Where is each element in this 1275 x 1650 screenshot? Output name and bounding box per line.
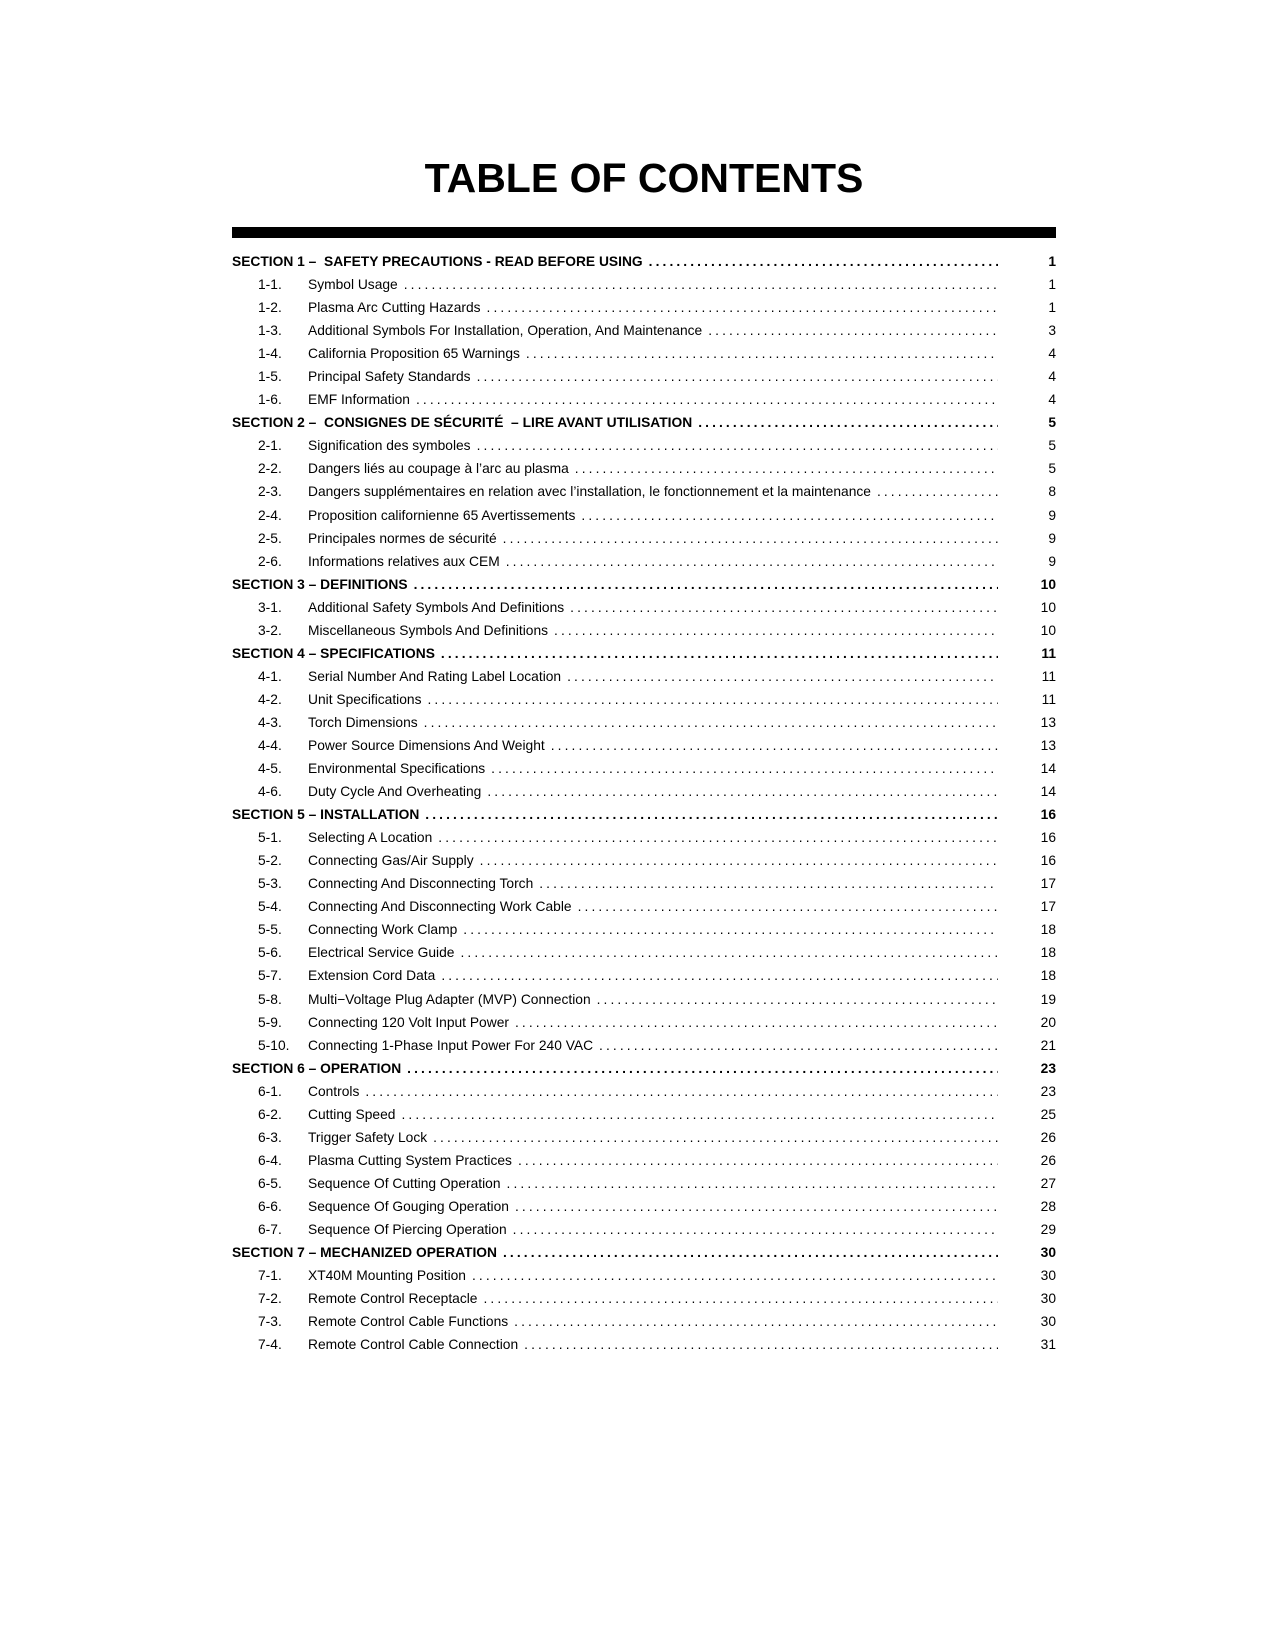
toc-item-title: Signification des symboles xyxy=(308,438,471,454)
toc-item-title: Miscellaneous Symbols And Definitions xyxy=(308,622,549,638)
toc-item-number: 7-4. xyxy=(258,1337,282,1353)
toc-item-row xyxy=(232,296,1056,319)
leader-dots xyxy=(503,1241,998,1264)
leader-dots xyxy=(487,780,998,803)
toc-item-title: Remote Control Cable Functions xyxy=(308,1314,509,1330)
toc-item-title: Principal Safety Standards xyxy=(308,369,471,385)
leader-dots xyxy=(460,941,998,964)
toc-item-row xyxy=(232,964,1056,987)
leader-dots xyxy=(539,872,998,895)
toc-item-number: 1-5. xyxy=(258,369,282,385)
toc-item-number: 4-2. xyxy=(258,691,282,707)
toc-page-number: 4 xyxy=(1048,392,1056,408)
toc-item-title: Dangers liés au coupage à l’arc au plasma xyxy=(308,461,569,477)
toc-list xyxy=(232,250,1056,1356)
toc-section-label: SECTION 7 – MECHANIZED OPERATION xyxy=(232,1245,497,1261)
toc-page-number: 23 xyxy=(1040,1083,1056,1099)
toc-item-title: Principales normes de sécurité xyxy=(308,530,497,546)
leader-dots xyxy=(407,1057,998,1080)
leader-dots xyxy=(441,964,998,987)
toc-item-number: 5-3. xyxy=(258,876,282,892)
toc-page-number: 11 xyxy=(1041,668,1056,684)
toc-item-title: Electrical Service Guide xyxy=(308,945,455,961)
toc-item-number: 4-4. xyxy=(258,737,282,753)
toc-item-number: 7-3. xyxy=(258,1314,282,1330)
toc-item-title: Multi−Voltage Plug Adapter (MVP) Connection xyxy=(308,991,591,1007)
toc-item-title: Cutting Speed xyxy=(308,1106,396,1122)
toc-item-title: Serial Number And Rating Label Location xyxy=(308,668,562,684)
toc-page-number: 11 xyxy=(1041,691,1056,707)
leader-dots xyxy=(551,734,998,757)
toc-page-number: 23 xyxy=(1040,1060,1056,1076)
toc-item-row xyxy=(232,1149,1056,1172)
toc-item-row xyxy=(232,596,1056,619)
toc-item-title: Remote Control Receptacle xyxy=(308,1291,478,1307)
toc-item-title: Connecting 1-Phase Input Power For 240 VAC xyxy=(308,1037,594,1053)
toc-item-title: California Proposition 65 Warnings xyxy=(308,346,520,362)
toc-page-number: 5 xyxy=(1048,438,1056,454)
leader-dots xyxy=(575,457,998,480)
leader-dots xyxy=(401,1103,998,1126)
toc-item-number: 5-7. xyxy=(258,968,282,984)
toc-item-number: 7-2. xyxy=(258,1291,282,1307)
toc-section-row xyxy=(232,250,1056,273)
toc-item-row xyxy=(232,1103,1056,1126)
toc-item-row xyxy=(232,849,1056,872)
toc-page-number: 30 xyxy=(1040,1245,1056,1261)
toc-section-row xyxy=(232,642,1056,665)
toc-page-number: 16 xyxy=(1040,853,1056,869)
toc-item-row xyxy=(232,1195,1056,1218)
toc-item-title: Extension Cord Data xyxy=(308,968,436,984)
toc-item-number: 5-4. xyxy=(258,899,282,915)
toc-page-number: 30 xyxy=(1040,1268,1056,1284)
toc-item-row xyxy=(232,457,1056,480)
toc-item-number: 6-4. xyxy=(258,1152,282,1168)
leader-dots xyxy=(477,434,998,457)
toc-item-row xyxy=(232,388,1056,411)
toc-item-number: 6-7. xyxy=(258,1221,282,1237)
toc-page-number: 30 xyxy=(1040,1291,1056,1307)
toc-section-label: SECTION 1 – SAFETY PRECAUTIONS - READ BEFORE USING xyxy=(232,254,643,269)
toc-item-number: 6-1. xyxy=(258,1083,282,1099)
leader-dots xyxy=(483,1287,998,1310)
leader-dots xyxy=(487,296,998,319)
toc-page-number: 27 xyxy=(1040,1175,1056,1191)
toc-item-number: 1-2. xyxy=(258,300,282,316)
toc-page-number: 10 xyxy=(1040,622,1056,638)
toc-item-row xyxy=(232,780,1056,803)
toc-section-row xyxy=(232,803,1056,826)
leader-dots xyxy=(708,319,998,342)
toc-item-title: Dangers supplémentaires en relation avec l’installation, le fonctionnement et la maintenance xyxy=(308,484,871,500)
toc-item-number: 5-10. xyxy=(258,1037,290,1053)
leader-dots xyxy=(570,596,998,619)
toc-item-title: Trigger Safety Lock xyxy=(308,1129,428,1145)
toc-page-number: 30 xyxy=(1040,1314,1056,1330)
toc-page-number: 18 xyxy=(1040,945,1056,961)
toc-item-number: 5-8. xyxy=(258,991,282,1007)
toc-item-row xyxy=(232,1218,1056,1241)
toc-item-row xyxy=(232,1172,1056,1195)
toc-item-number: 1-4. xyxy=(258,346,282,362)
toc-item-title: Connecting Gas/Air Supply xyxy=(308,853,474,869)
leader-dots xyxy=(513,1218,998,1241)
leader-dots xyxy=(441,642,998,665)
toc-section-row xyxy=(232,1241,1056,1264)
toc-item-title: Unit Specifications xyxy=(308,691,422,707)
leader-dots xyxy=(877,480,998,503)
toc-page-number: 9 xyxy=(1048,530,1056,546)
toc-item-title: Connecting And Disconnecting Torch xyxy=(308,876,534,892)
toc-page-number: 18 xyxy=(1040,968,1056,984)
toc-item-row xyxy=(232,1287,1056,1310)
leader-dots xyxy=(581,504,998,527)
toc-item-number: 4-1. xyxy=(258,668,282,684)
leader-dots xyxy=(554,619,998,642)
toc-item-title: Controls xyxy=(308,1083,360,1099)
toc-item-number: 2-5. xyxy=(258,530,282,546)
leader-dots xyxy=(503,527,998,550)
toc-section-label: SECTION 5 – INSTALLATION xyxy=(232,807,420,823)
toc-item-row xyxy=(232,1126,1056,1149)
toc-item-title: Duty Cycle And Overheating xyxy=(308,784,482,800)
toc-page-number: 29 xyxy=(1040,1221,1056,1237)
toc-item-row xyxy=(232,550,1056,573)
toc-page-number: 11 xyxy=(1041,645,1056,661)
toc-item-title: Sequence Of Piercing Operation xyxy=(308,1221,507,1237)
toc-page-number: 17 xyxy=(1040,876,1056,892)
leader-dots xyxy=(438,826,998,849)
toc-page-number: 25 xyxy=(1040,1106,1056,1122)
leader-dots xyxy=(463,918,998,941)
leader-dots xyxy=(515,1195,998,1218)
toc-item-number: 3-2. xyxy=(258,622,282,638)
toc-page-number: 3 xyxy=(1048,323,1056,339)
toc-item-row xyxy=(232,665,1056,688)
toc-item-number: 4-6. xyxy=(258,784,282,800)
toc-item-row xyxy=(232,504,1056,527)
toc-page-number: 13 xyxy=(1040,714,1056,730)
leader-dots xyxy=(524,1333,998,1356)
toc-item-number: 1-6. xyxy=(258,392,282,408)
toc-item-row xyxy=(232,941,1056,964)
toc-item-row xyxy=(232,527,1056,550)
leader-dots xyxy=(597,988,998,1011)
leader-dots xyxy=(480,849,998,872)
leader-dots xyxy=(567,665,998,688)
toc-item-title: XT40M Mounting Position xyxy=(308,1268,466,1284)
toc-page-number: 10 xyxy=(1040,599,1056,615)
toc-page-number: 9 xyxy=(1048,507,1056,523)
toc-item-row xyxy=(232,619,1056,642)
toc-item-number: 6-3. xyxy=(258,1129,282,1145)
toc-page-number: 28 xyxy=(1040,1198,1056,1214)
toc-item-row xyxy=(232,342,1056,365)
toc-item-title: Additional Symbols For Installation, Operation, And Maintenance xyxy=(308,323,703,339)
toc-page-number: 14 xyxy=(1040,761,1056,777)
toc-item-number: 5-1. xyxy=(258,830,282,846)
toc-item-row xyxy=(232,826,1056,849)
toc-item-number: 4-3. xyxy=(258,714,282,730)
leader-dots xyxy=(404,273,998,296)
toc-item-title: Power Source Dimensions And Weight xyxy=(308,737,545,753)
leader-dots xyxy=(424,711,998,734)
leader-dots xyxy=(526,342,998,365)
toc-item-title: Sequence Of Cutting Operation xyxy=(308,1175,501,1191)
toc-item-row xyxy=(232,319,1056,342)
toc-section-label: SECTION 3 – DEFINITIONS xyxy=(232,576,408,592)
toc-page-number: 9 xyxy=(1048,553,1056,569)
leader-dots xyxy=(514,1310,998,1333)
toc-section-row xyxy=(232,411,1056,434)
toc-item-title: Remote Control Cable Connection xyxy=(308,1337,519,1353)
toc-item-title: Symbol Usage xyxy=(308,277,398,293)
toc-section-label: SECTION 2 – CONSIGNES DE SÉCURITÉ – LIRE AVANT UTILISATION xyxy=(232,415,693,431)
toc-page-number: 5 xyxy=(1048,461,1056,477)
leader-dots xyxy=(518,1149,998,1172)
toc-item-row xyxy=(232,734,1056,757)
toc-section-label: SECTION 4 – SPECIFICATIONS xyxy=(232,645,435,661)
toc-item-row xyxy=(232,1011,1056,1034)
title-rule xyxy=(232,227,1056,238)
toc-item-number: 2-1. xyxy=(258,438,282,454)
toc-page-number: 14 xyxy=(1040,784,1056,800)
toc-item-number: 5-9. xyxy=(258,1014,282,1030)
leader-dots xyxy=(416,388,998,411)
toc-item-title: Connecting Work Clamp xyxy=(308,922,458,938)
leader-dots xyxy=(578,895,998,918)
leader-dots xyxy=(477,365,998,388)
toc-item-row xyxy=(232,872,1056,895)
toc-page-number: 17 xyxy=(1040,899,1056,915)
toc-item-number: 2-3. xyxy=(258,484,282,500)
toc-page-number: 26 xyxy=(1040,1129,1056,1145)
toc-page-number: 19 xyxy=(1040,991,1056,1007)
toc-page-number: 13 xyxy=(1040,737,1056,753)
toc-page-number: 4 xyxy=(1048,369,1056,385)
toc-item-number: 7-1. xyxy=(258,1268,282,1284)
toc-item-number: 5-6. xyxy=(258,945,282,961)
toc-item-row xyxy=(232,1310,1056,1333)
leader-dots xyxy=(433,1126,998,1149)
leader-dots xyxy=(365,1080,998,1103)
toc-item-row xyxy=(232,895,1056,918)
leader-dots xyxy=(515,1011,998,1034)
toc-item-title: Informations relatives aux CEM xyxy=(308,553,500,569)
toc-item-row xyxy=(232,434,1056,457)
toc-page-number: 1 xyxy=(1048,300,1056,316)
toc-section-row xyxy=(232,573,1056,596)
toc-item-title: EMF Information xyxy=(308,392,410,408)
toc-item-title: Connecting And Disconnecting Work Cable xyxy=(308,899,572,915)
leader-dots xyxy=(428,688,999,711)
toc-item-number: 1-3. xyxy=(258,323,282,339)
toc-page-number: 31 xyxy=(1040,1337,1056,1353)
toc-item-row xyxy=(232,711,1056,734)
toc-item-title: Selecting A Location xyxy=(308,830,433,846)
toc-item-title: Plasma Arc Cutting Hazards xyxy=(308,300,481,316)
toc-item-number: 3-1. xyxy=(258,599,282,615)
toc-item-row xyxy=(232,988,1056,1011)
toc-item-row xyxy=(232,1034,1056,1057)
leader-dots xyxy=(698,411,998,434)
toc-item-row xyxy=(232,365,1056,388)
toc-item-number: 2-2. xyxy=(258,461,282,477)
toc-item-row xyxy=(232,757,1056,780)
leader-dots xyxy=(425,803,998,826)
toc-item-row xyxy=(232,688,1056,711)
toc-page-number: 21 xyxy=(1040,1037,1056,1053)
toc-item-number: 4-5. xyxy=(258,761,282,777)
toc-item-row xyxy=(232,1080,1056,1103)
toc-item-number: 5-5. xyxy=(258,922,282,938)
toc-page-number: 18 xyxy=(1040,922,1056,938)
toc-item-title: Environmental Specifications xyxy=(308,761,486,777)
toc-page-number: 1 xyxy=(1048,254,1056,269)
toc-page-number: 5 xyxy=(1048,415,1056,431)
toc-item-title: Connecting 120 Volt Input Power xyxy=(308,1014,509,1030)
toc-page-number: 20 xyxy=(1040,1014,1056,1030)
toc-item-number: 2-4. xyxy=(258,507,282,523)
toc-section-row xyxy=(232,1057,1056,1080)
toc-page-number: 26 xyxy=(1040,1152,1056,1168)
toc-item-number: 6-5. xyxy=(258,1175,282,1191)
leader-dots xyxy=(507,1172,998,1195)
toc-item-row xyxy=(232,273,1056,296)
leader-dots xyxy=(649,250,998,273)
page-title: TABLE OF CONTENTS xyxy=(424,155,864,201)
toc-item-title: Plasma Cutting System Practices xyxy=(308,1152,512,1168)
toc-item-number: 2-6. xyxy=(258,553,282,569)
toc-item-number: 5-2. xyxy=(258,853,282,869)
leader-dots xyxy=(491,757,998,780)
toc-item-row xyxy=(232,918,1056,941)
toc-item-number: 1-1. xyxy=(258,277,282,293)
toc-section-label: SECTION 6 – OPERATION xyxy=(232,1060,402,1076)
toc-page-number: 16 xyxy=(1040,830,1056,846)
toc-page-number: 8 xyxy=(1048,484,1056,500)
toc-item-number: 6-6. xyxy=(258,1198,282,1214)
toc-page-number: 4 xyxy=(1048,346,1056,362)
leader-dots xyxy=(472,1264,998,1287)
toc-item-number: 6-2. xyxy=(258,1106,282,1122)
toc-item-title: Additional Safety Symbols And Definitions xyxy=(308,599,565,615)
toc-page-number: 10 xyxy=(1040,576,1056,592)
toc-page-number: 1 xyxy=(1048,277,1056,293)
toc-item-title: Sequence Of Gouging Operation xyxy=(308,1198,509,1214)
toc-item-title: Proposition californienne 65 Avertissements xyxy=(308,507,576,523)
leader-dots xyxy=(506,550,998,573)
toc-item-row xyxy=(232,1333,1056,1356)
toc-item-row xyxy=(232,480,1056,503)
leader-dots xyxy=(414,573,998,596)
toc-item-title: Torch Dimensions xyxy=(308,714,418,730)
toc-page-number: 16 xyxy=(1040,807,1056,823)
toc-item-row xyxy=(232,1264,1056,1287)
leader-dots xyxy=(599,1034,998,1057)
